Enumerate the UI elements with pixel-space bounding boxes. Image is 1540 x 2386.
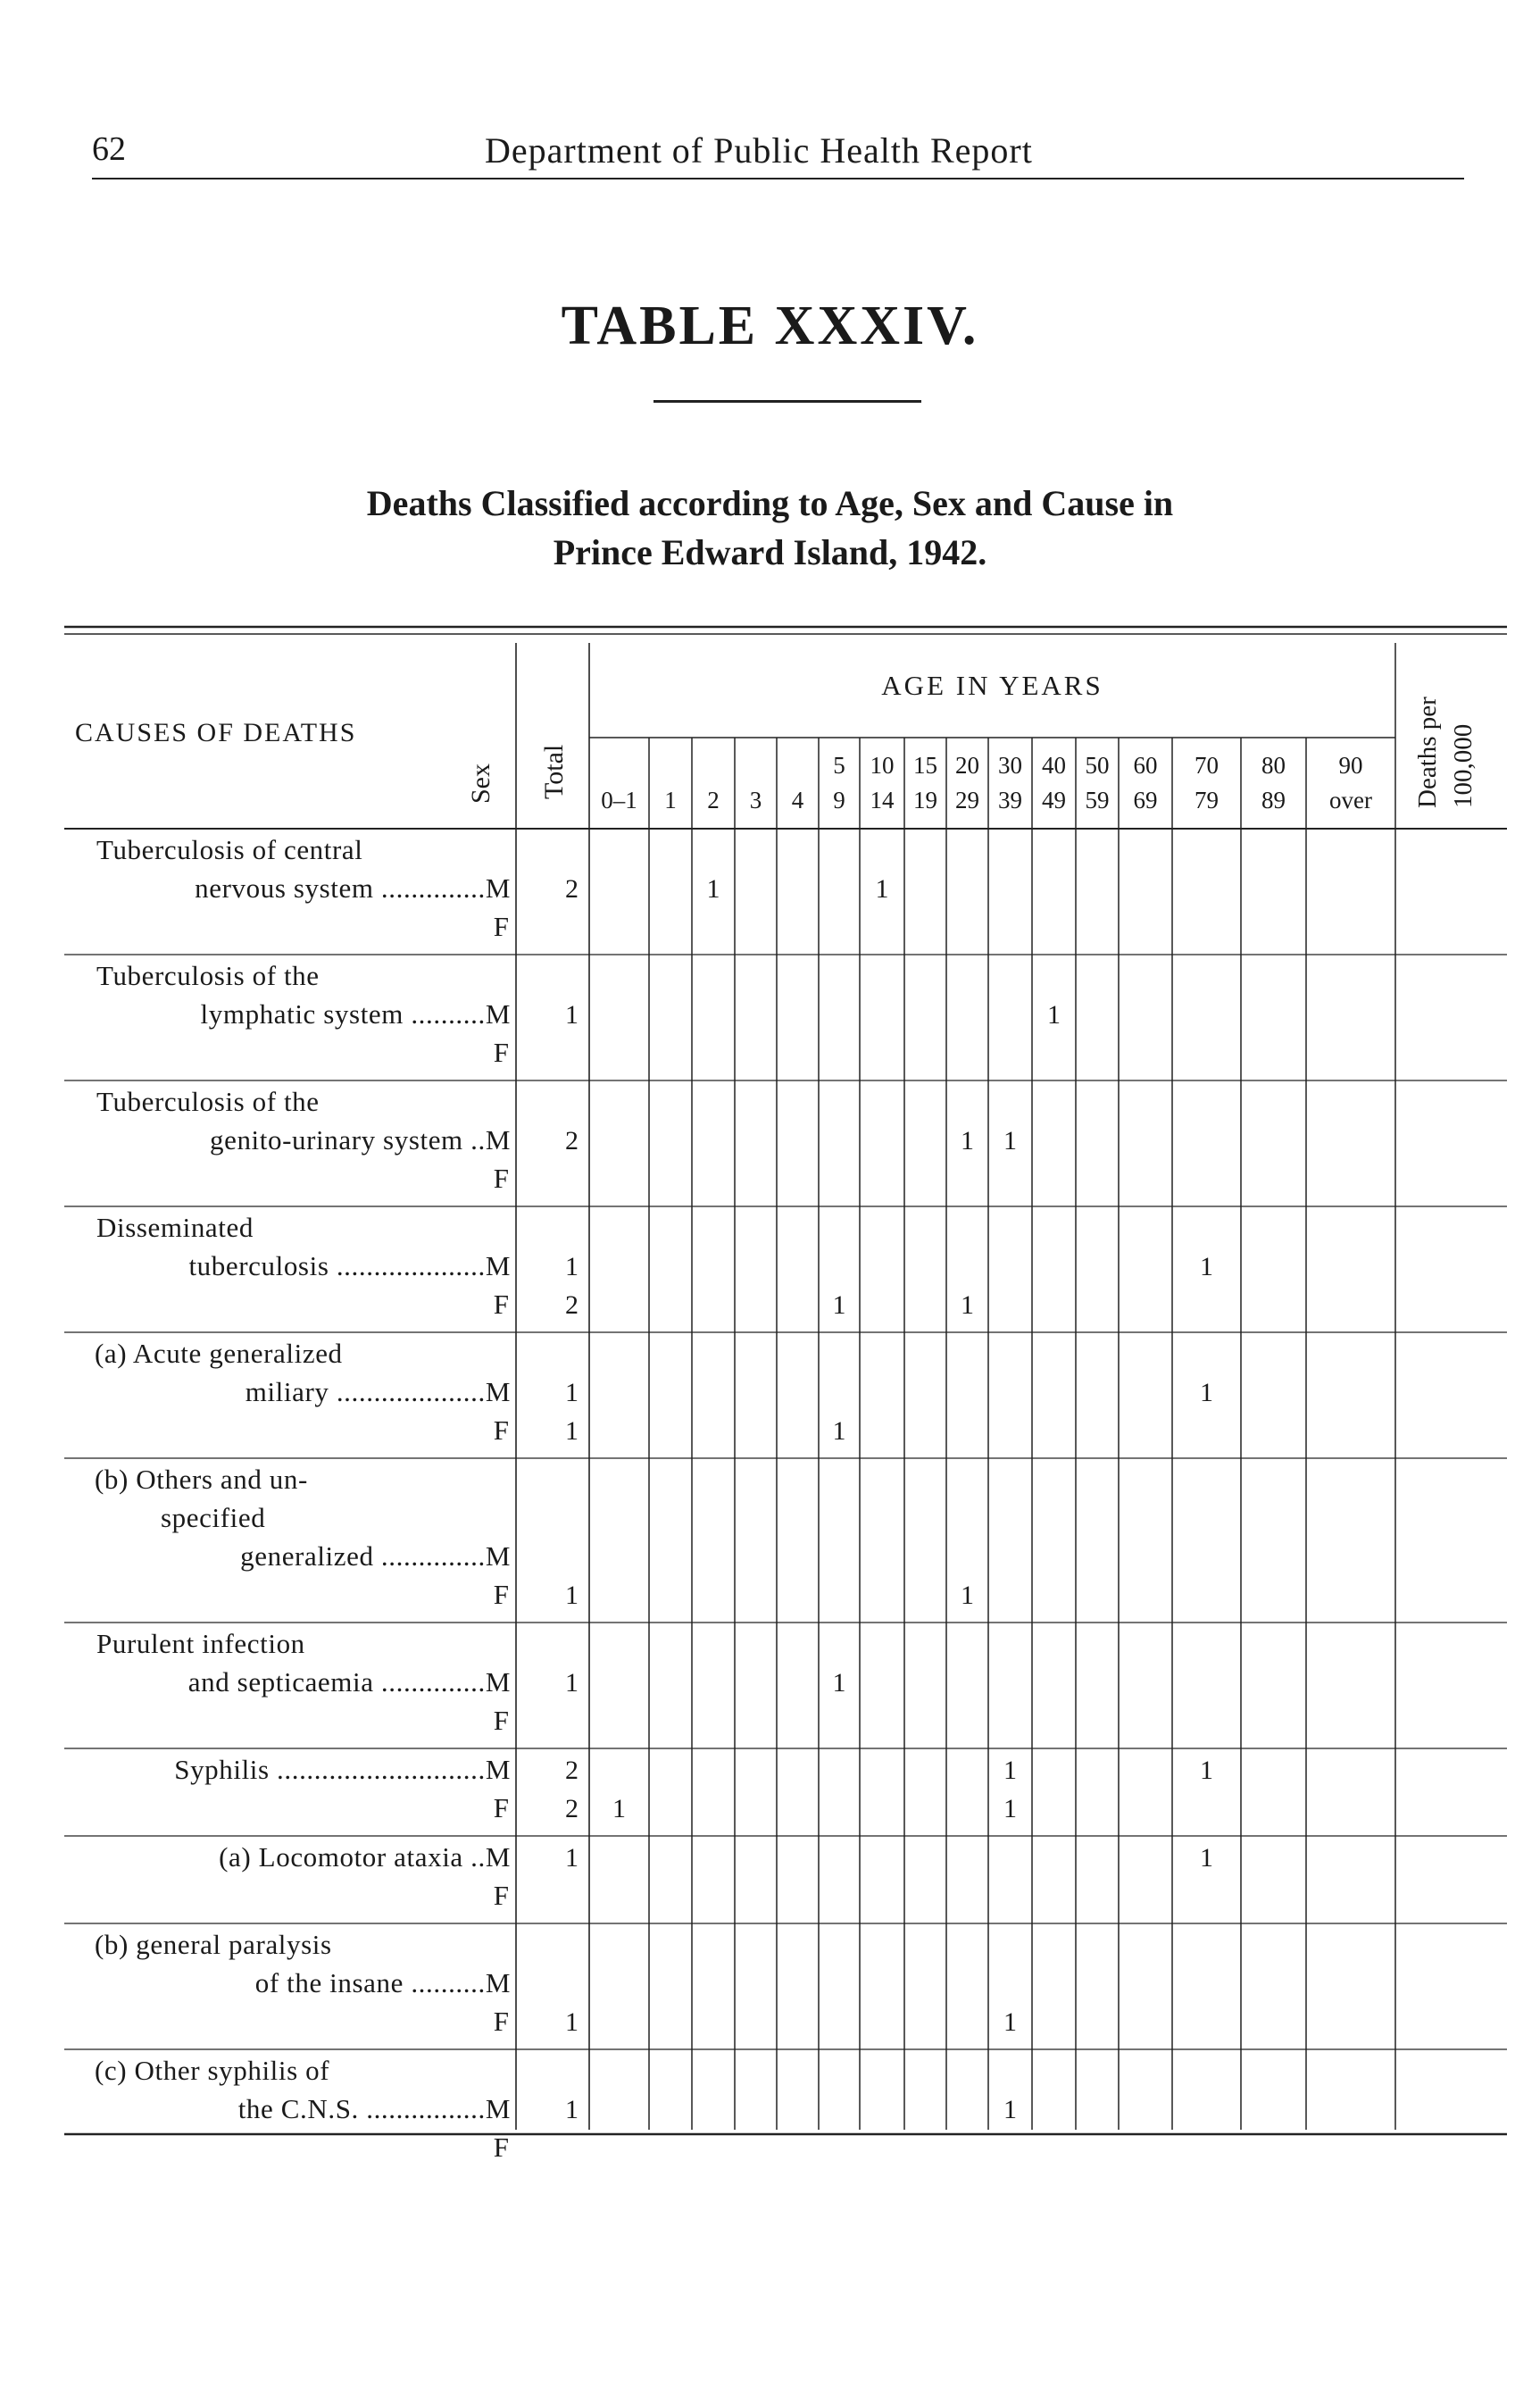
age-group-header-lower: 89 <box>1261 787 1286 813</box>
cause-sex-label: F <box>493 2006 509 2037</box>
cause-label-line: (c) Other syphilis of <box>95 2055 330 2086</box>
total-value: 1 <box>565 1416 579 1446</box>
cause-sex-label: F <box>493 911 509 942</box>
cause-label-line: genito-urinary system ..M <box>209 1124 511 1155</box>
age-group-header-lower: 39 <box>998 787 1022 813</box>
age-group-header-lower: 59 <box>1085 787 1110 813</box>
age-group-header-lower: 69 <box>1133 787 1158 813</box>
age-value: 1 <box>961 1290 974 1320</box>
cause-label-line: miliary ....................M <box>245 1376 511 1407</box>
age-value: 1 <box>1003 1794 1017 1823</box>
total-value: 2 <box>565 874 579 904</box>
cause-sex-label: F <box>493 1579 509 1610</box>
cause-label-line: of the insane ..........M <box>254 1967 511 1998</box>
age-group-header: 40 <box>1042 752 1066 779</box>
age-group-header-lower: 79 <box>1195 787 1219 813</box>
age-group-header: 2 <box>707 787 720 813</box>
total-value: 1 <box>565 2007 579 2037</box>
age-group-header: 3 <box>749 787 762 813</box>
total-value: 2 <box>565 1290 579 1320</box>
total-value: 1 <box>565 1252 579 1281</box>
age-value: 1 <box>832 1416 846 1446</box>
age-group-header: 1 <box>664 787 677 813</box>
age-group-header: 15 <box>913 752 937 779</box>
age-group-header: 80 <box>1261 752 1286 779</box>
cause-sex-label: F <box>493 1705 509 1736</box>
age-group-header-lower: over <box>1329 787 1372 813</box>
age-value: 1 <box>1200 1843 1213 1873</box>
cause-sex-label: F <box>493 1037 509 1068</box>
age-group-header: 0–1 <box>601 787 637 813</box>
cause-label-line: (b) Others and un- <box>95 1464 308 1495</box>
cause-label-line: lymphatic system ..........M <box>200 998 511 1030</box>
total-value: 1 <box>565 2095 579 2124</box>
cause-label-line: Purulent infection <box>96 1628 305 1659</box>
age-value: 1 <box>1003 1756 1017 1785</box>
age-value: 1 <box>1047 1000 1061 1030</box>
page-number: 62 <box>92 130 126 168</box>
age-group-header: 90 <box>1338 752 1363 779</box>
age-value: 1 <box>875 874 889 904</box>
cause-sex-label: F <box>493 1880 509 1911</box>
age-value: 1 <box>1003 1126 1017 1155</box>
age-group-header: 20 <box>955 752 979 779</box>
cause-label-line: generalized ..............M <box>240 1540 511 1572</box>
age-value: 1 <box>612 1794 626 1823</box>
sex-header: Sex <box>466 763 495 804</box>
cause-label-line: Tuberculosis of the <box>96 960 320 991</box>
cause-label-line: specified <box>161 1502 266 1533</box>
causes-header: CAUSES OF DEATHS <box>75 718 357 747</box>
cause-label-line: nervous system ..............M <box>195 872 511 904</box>
cause-label-line: Disseminated <box>96 1212 254 1243</box>
cause-label-line: Tuberculosis of the <box>96 1086 320 1117</box>
cause-label-line: tuberculosis ....................M <box>188 1250 511 1281</box>
cause-sex-label: F <box>493 1163 509 1194</box>
age-value: 1 <box>961 1581 974 1610</box>
age-value: 1 <box>832 1290 846 1320</box>
cause-sex-label: F <box>493 1414 509 1446</box>
total-value: 2 <box>565 1756 579 1785</box>
age-group-header: 60 <box>1133 752 1158 779</box>
age-value: 1 <box>961 1126 974 1155</box>
total-value: 1 <box>565 1581 579 1610</box>
age-group-header-lower: 9 <box>833 787 845 813</box>
cause-label-line: (a) Acute generalized <box>95 1338 343 1369</box>
table-title: TABLE XXXIV. <box>561 296 979 356</box>
cause-sex-label: F <box>493 1792 509 1823</box>
age-value: 1 <box>1003 2095 1017 2124</box>
table-subtitle-line-1: Deaths Classified according to Age, Sex and Cause in <box>366 483 1174 523</box>
age-group-header: 5 <box>833 752 845 779</box>
age-value: 1 <box>706 874 720 904</box>
cause-sex-label: F <box>493 1289 509 1320</box>
cause-label-line: (a) Locomotor ataxia ..M <box>219 1841 511 1873</box>
age-group-header-lower: 29 <box>955 787 979 813</box>
cause-label-line: and septicaemia ..............M <box>187 1666 511 1698</box>
total-value: 2 <box>565 1794 579 1823</box>
deaths-per-header-denominator: 100,000 <box>1449 723 1478 808</box>
total-value: 1 <box>565 1843 579 1873</box>
age-in-years-header: AGE IN YEARS <box>881 670 1103 701</box>
age-group-header: 30 <box>998 752 1022 779</box>
age-group-header-lower: 14 <box>870 787 895 813</box>
age-group-header: 10 <box>870 752 895 779</box>
deaths-per-header: Deaths per <box>1413 697 1442 808</box>
age-group-header: 70 <box>1195 752 1219 779</box>
age-value: 1 <box>1003 2007 1017 2037</box>
age-value: 1 <box>1200 1756 1213 1785</box>
cause-label-line: the C.N.S. ................M <box>237 2093 511 2124</box>
age-group-header-lower: 19 <box>913 787 937 813</box>
total-value: 1 <box>565 1378 579 1407</box>
age-group-header: 4 <box>791 787 804 813</box>
age-value: 1 <box>832 1668 846 1698</box>
age-value: 1 <box>1200 1378 1213 1407</box>
running-title: Department of Public Health Report <box>485 130 1033 171</box>
total-value: 1 <box>565 1000 579 1030</box>
cause-label-line: (b) general paralysis <box>95 1929 332 1960</box>
age-group-header-lower: 49 <box>1042 787 1066 813</box>
age-value: 1 <box>1200 1252 1213 1281</box>
cause-label-line: Tuberculosis of central <box>96 834 363 865</box>
total-value: 2 <box>565 1126 579 1155</box>
cause-label-line: Syphilis ............................M <box>174 1754 511 1785</box>
total-header: Total <box>539 744 569 799</box>
cause-sex-label: F <box>493 2132 509 2163</box>
table-subtitle-line-2: Prince Edward Island, 1942. <box>553 532 987 572</box>
total-value: 1 <box>565 1668 579 1698</box>
age-group-header: 50 <box>1085 752 1110 779</box>
